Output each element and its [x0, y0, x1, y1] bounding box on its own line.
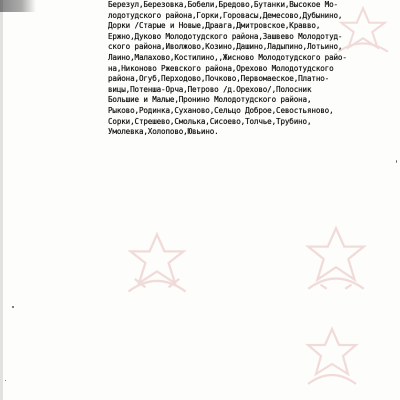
text-line: Березул,Березовка,Бобели,Бредово,Бутанки,Высокое Мо-	[108, 0, 338, 9]
scan-left-edge	[0, 0, 3, 400]
watermark-stamp-icon	[300, 324, 364, 390]
text-line: Рыково,Родинка,Суханово,Сельцо Доброе,Севостьяново,	[108, 105, 334, 115]
watermark-stamp-icon	[332, 4, 394, 56]
scan-speck	[396, 160, 397, 163]
watermark-stamp-icon	[120, 228, 194, 298]
scan-speck	[12, 306, 14, 308]
text-line: лодотудского района,Горки,Горовасы,Демесово,Дубынино,	[108, 10, 343, 20]
watermark-stamp-icon	[300, 222, 372, 296]
text-line: района,Огуб,Перходово,Почково,Первомаеское,Платно-	[108, 74, 330, 84]
text-line: ского района,Иволжово,Козино,Дашино,Ладыпино,Лотьино,	[108, 42, 343, 52]
scan-corner-shadow	[0, 0, 36, 12]
text-line: Лаино,Малахово,Костилино,,Жисново Молодотудского райо-	[108, 52, 347, 62]
text-line: вицы,Потенша-Орча,Петрово /д.Орехово/,Полосник	[108, 84, 312, 94]
text-line: на,Никоново Ржевского района,Орехово Молодотудского	[108, 63, 334, 73]
text-line: Сорки,Стрешево,Смолька,Сисоево,Толчье,Трубино,	[108, 116, 312, 126]
scan-speck	[5, 380, 6, 381]
text-line: Дорки /Старые и Новые,Драага,Дмитровское,Кравво,	[108, 21, 321, 31]
text-line: Ержно,Дуково Молодотудского района,Зашвево Молодотуд-	[108, 31, 343, 41]
text-line: Умолевка,Холопово,Ювьино.	[108, 127, 219, 137]
typewritten-text-block	[108, 0, 370, 138]
text-line: Большие и Малые,Пронино Молодотудского района,	[108, 95, 312, 105]
